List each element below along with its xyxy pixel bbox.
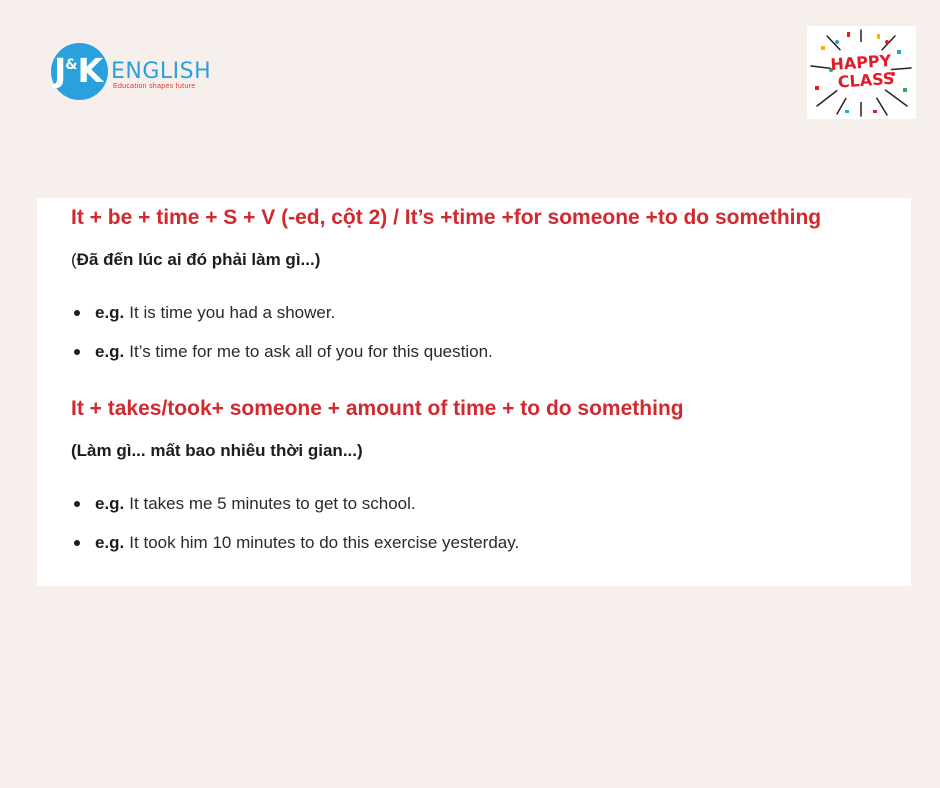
- example-label: e.g.: [95, 342, 125, 361]
- bullet-icon: [74, 501, 80, 507]
- logo-wordmark: ENGLISH: [111, 59, 212, 84]
- badge-line-happy: HAPPY: [829, 50, 892, 75]
- structure-heading-it-takes: It + takes/took+ someone + amount of time + to do something: [71, 397, 684, 420]
- example-text: It is time you had a shower.: [129, 303, 336, 322]
- logo-mark-j: J: [54, 51, 66, 90]
- badge-line-class: CLASS: [837, 68, 896, 92]
- list-item: [74, 532, 519, 554]
- logo-mark-k: K: [77, 51, 103, 90]
- example-text: It takes me 5 minutes to get to school.: [129, 494, 416, 513]
- structure-meaning-it-is-time: [71, 250, 320, 270]
- bullet-icon: [74, 540, 80, 546]
- jk-english-logo: [51, 43, 221, 103]
- example-label: e.g.: [95, 533, 125, 552]
- example-label: e.g.: [95, 494, 125, 513]
- structure-heading-it-is-time: It + be + time + S + V (-ed, cột 2) / It’s +time +for someone +to do something: [71, 206, 822, 229]
- list-item: [74, 341, 493, 363]
- structure-meaning-it-takes: (Làm gì... mất bao nhiêu thời gian...): [71, 441, 363, 460]
- example-text: It took him 10 minutes to do this exercise yesterday.: [129, 533, 520, 552]
- list-item: [74, 493, 416, 515]
- grammar-card: [37, 198, 911, 586]
- logo-mark-amp: &: [65, 57, 78, 73]
- happy-class-badge: [807, 26, 916, 119]
- note-open-paren: (: [71, 250, 77, 269]
- logo-mark: [54, 51, 102, 90]
- bullet-icon: [74, 310, 80, 316]
- note-text: Đã đến lúc ai đó phải làm gì...): [76, 250, 321, 269]
- example-label: e.g.: [95, 303, 125, 322]
- logo-tagline: Education shapes future: [113, 83, 196, 90]
- badge-text: [807, 50, 916, 94]
- list-item: [74, 302, 335, 324]
- example-text: It’s time for me to ask all of you for this question.: [129, 342, 493, 361]
- bullet-icon: [74, 349, 80, 355]
